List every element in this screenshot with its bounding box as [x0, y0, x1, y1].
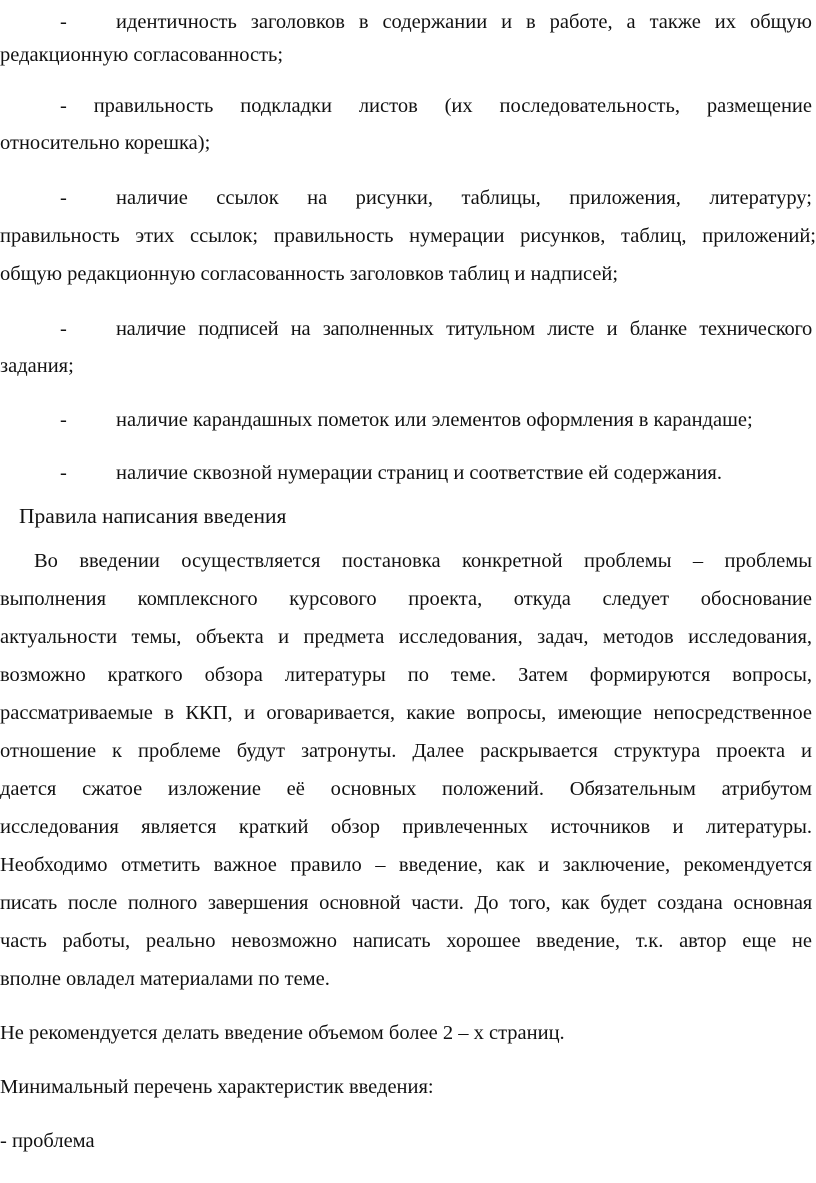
paragraph-line: выполнения комплексного курсового проекта, откуда следует обоснование: [0, 588, 812, 610]
section-heading: Правила написания введения: [19, 504, 287, 528]
bullet-dash: -: [60, 187, 67, 209]
list-item-continuation: правильность этих ссылок; правильность нумерации рисунков, таблиц, приложений;: [0, 225, 816, 247]
list-item-first-line: наличие подписей на заполненных титульном листе и бланке технического: [116, 318, 812, 340]
list-item-first-line: идентичность заголовков в содержании и в работе, а также их общую: [116, 11, 812, 33]
bullet-dash: -: [60, 409, 67, 431]
list-item-continuation: задания;: [0, 355, 74, 377]
paragraph-line: Во введении осуществляется постановка конкретной проблемы – проблемы: [34, 550, 812, 572]
min-list-item: - проблема: [0, 1130, 95, 1152]
bullet-dash: -: [60, 11, 67, 33]
paragraph-line: возможно краткого обзора литературы по теме. Затем формируются вопросы,: [0, 664, 812, 686]
list-item-continuation: общую редакционную согласованность заголовков таблиц и надписей;: [0, 263, 619, 285]
paragraph-line: Необходимо отметить важное правило – введение, как и заключение, рекомендуется: [0, 854, 812, 876]
list-item-first-line: наличие карандашных пометок или элементов оформления в карандаше;: [116, 409, 753, 431]
paragraph-line: дается сжатое изложение её основных положений. Обязательным атрибутом: [0, 778, 812, 800]
list-item-continuation: редакционную согласованность;: [0, 44, 284, 66]
paragraph-line: рассматриваемые в ККП, и оговаривается, какие вопросы, имеющие непосредственное: [0, 702, 812, 724]
paragraph-line: вполне овладел материалами по теме.: [0, 968, 330, 990]
bullet-dash: -: [60, 318, 67, 340]
paragraph-line: исследования является краткий обзор привлеченных источников и литературы.: [0, 816, 812, 838]
list-item-first-line: - правильность подкладки листов (их последовательность, размещение: [60, 95, 812, 117]
paragraph-line: отношение к проблеме будут затронуты. Далее раскрывается структура проекта и: [0, 740, 812, 762]
paragraph-line: актуальности темы, объекта и предмета исследования, задач, методов исследования,: [0, 626, 812, 648]
list-item-first-line: наличие ссылок на рисунки, таблицы, приложения, литературу;: [116, 187, 812, 209]
recommendation-text: Не рекомендуется делать введение объемом более 2 – х страниц.: [0, 1022, 565, 1044]
paragraph-line: часть работы, реально невозможно написать хорошее введение, т.к. автор еще не: [0, 930, 812, 952]
bullet-dash: -: [60, 462, 67, 484]
list-item-first-line: наличие сквозной нумерации страниц и соответствие ей содержания.: [116, 462, 722, 484]
min-list-title: Минимальный перечень характеристик введения:: [0, 1076, 434, 1098]
paragraph-line: писать после полного завершения основной части. До того, как будет создана основная: [0, 892, 812, 914]
list-item-continuation: относительно корешка);: [0, 132, 211, 154]
